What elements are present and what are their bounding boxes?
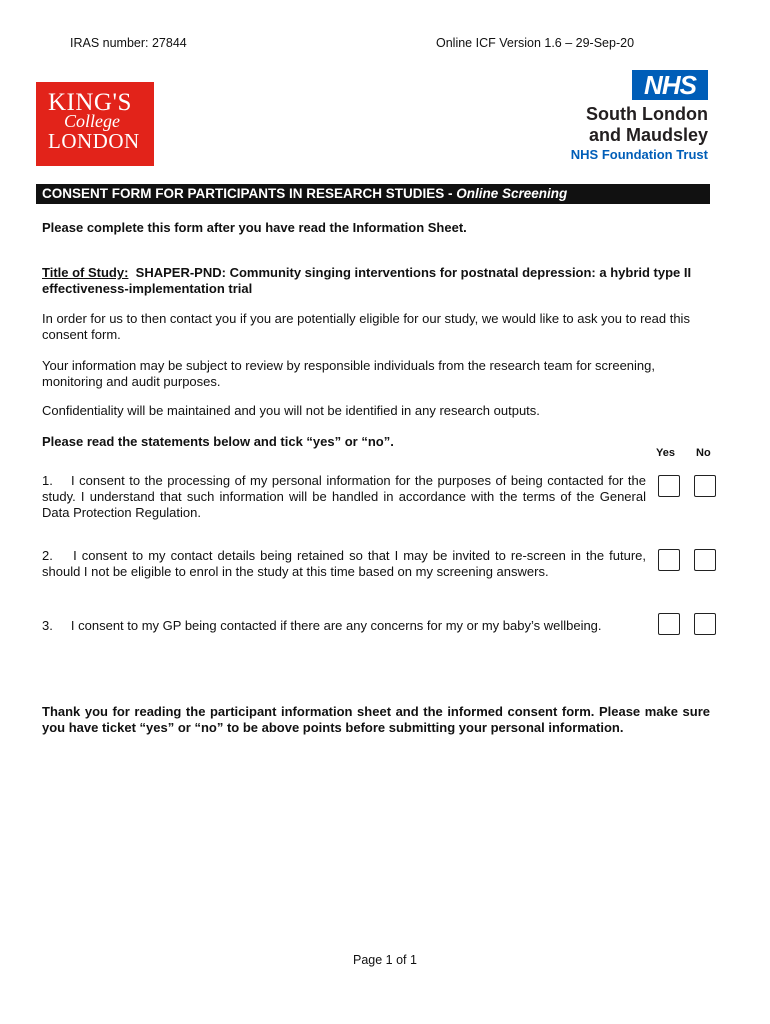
study-title-label: Title of Study: xyxy=(42,265,129,280)
statement-2-no-checkbox[interactable] xyxy=(694,549,716,571)
statement-text: I consent to my GP being contacted if there are any concerns for my or my baby’s wellbeing. xyxy=(70,618,602,633)
statement-text: I consent to the processing of my personal information for the purposes of being contacted for the study. I understand that such information will be handled in accordance with the terms of the General Data Protection Regulation. xyxy=(42,473,646,520)
nhs-trust-name-line2: and Maudsley xyxy=(588,125,708,145)
kcl-logo-line1: KING'S xyxy=(48,89,132,116)
statement-number: 1. xyxy=(42,473,53,488)
nhs-trust-name-line1: South London xyxy=(586,104,708,124)
iras-number: IRAS number: 27844 xyxy=(70,36,187,50)
form-title-text: CONSENT FORM FOR PARTICIPANTS IN RESEARCH STUDIES - xyxy=(42,186,457,201)
statement-3-yes-checkbox[interactable] xyxy=(658,613,680,635)
statement-number: 2. xyxy=(42,548,53,563)
kcl-logo-line3: LONDON xyxy=(48,129,140,153)
yes-column-label: Yes xyxy=(656,447,675,459)
no-column-label: No xyxy=(696,447,711,459)
confidentiality-text: Confidentiality will be maintained and you will not be identified in any research outputs. xyxy=(42,403,540,418)
form-title xyxy=(36,184,710,204)
closing-note: Thank you for reading the participant information sheet and the informed consent form. Please make sure you have ticket “yes” or “no” to be above points before submitting your personal information. xyxy=(42,704,710,735)
statement-1-yes-checkbox[interactable] xyxy=(658,475,680,497)
kcl-logo-line2: College xyxy=(64,111,120,131)
statement-2-yes-checkbox[interactable] xyxy=(658,549,680,571)
page-number: Page 1 of 1 xyxy=(353,953,417,967)
statement-number: 3. xyxy=(42,618,53,633)
instruction: Please complete this form after you have read the Information Sheet. xyxy=(42,220,467,235)
study-title-text: SHAPER-PND: Community singing interventions for postnatal depression: a hybrid type II effectiveness-implementation trial xyxy=(42,265,692,296)
study-title xyxy=(42,265,710,297)
consent-statement-3 xyxy=(42,618,646,634)
kcl-logo xyxy=(36,82,154,166)
statement-1-no-checkbox[interactable] xyxy=(694,475,716,497)
review-text: Your information may be subject to review by responsible individuals from the research team for screening, monitoring and audit purposes. xyxy=(42,358,655,389)
intro-text: In order for us to then contact you if you are potentially eligible for our study, we would like to ask you to read this consent form. xyxy=(42,311,690,342)
statement-3-no-checkbox[interactable] xyxy=(694,613,716,635)
form-title-italic: Online Screening xyxy=(456,186,568,201)
nhs-logo-badge: NHS xyxy=(632,70,708,100)
consent-statement-2 xyxy=(42,548,646,580)
icf-version: Online ICF Version 1.6 – 29-Sep-20 xyxy=(436,36,635,50)
nhs-trust-name xyxy=(586,104,708,146)
statements-prompt: Please read the statements below and tick “yes” or “no”. xyxy=(42,434,394,449)
statement-text: I consent to my contact details being retained so that I may be invited to re-screen in the future, should I not be eligible to enrol in the study at this time based on my screening answers. xyxy=(42,548,646,579)
consent-statement-1 xyxy=(42,473,646,521)
nhs-foundation-trust: NHS Foundation Trust xyxy=(570,147,708,162)
